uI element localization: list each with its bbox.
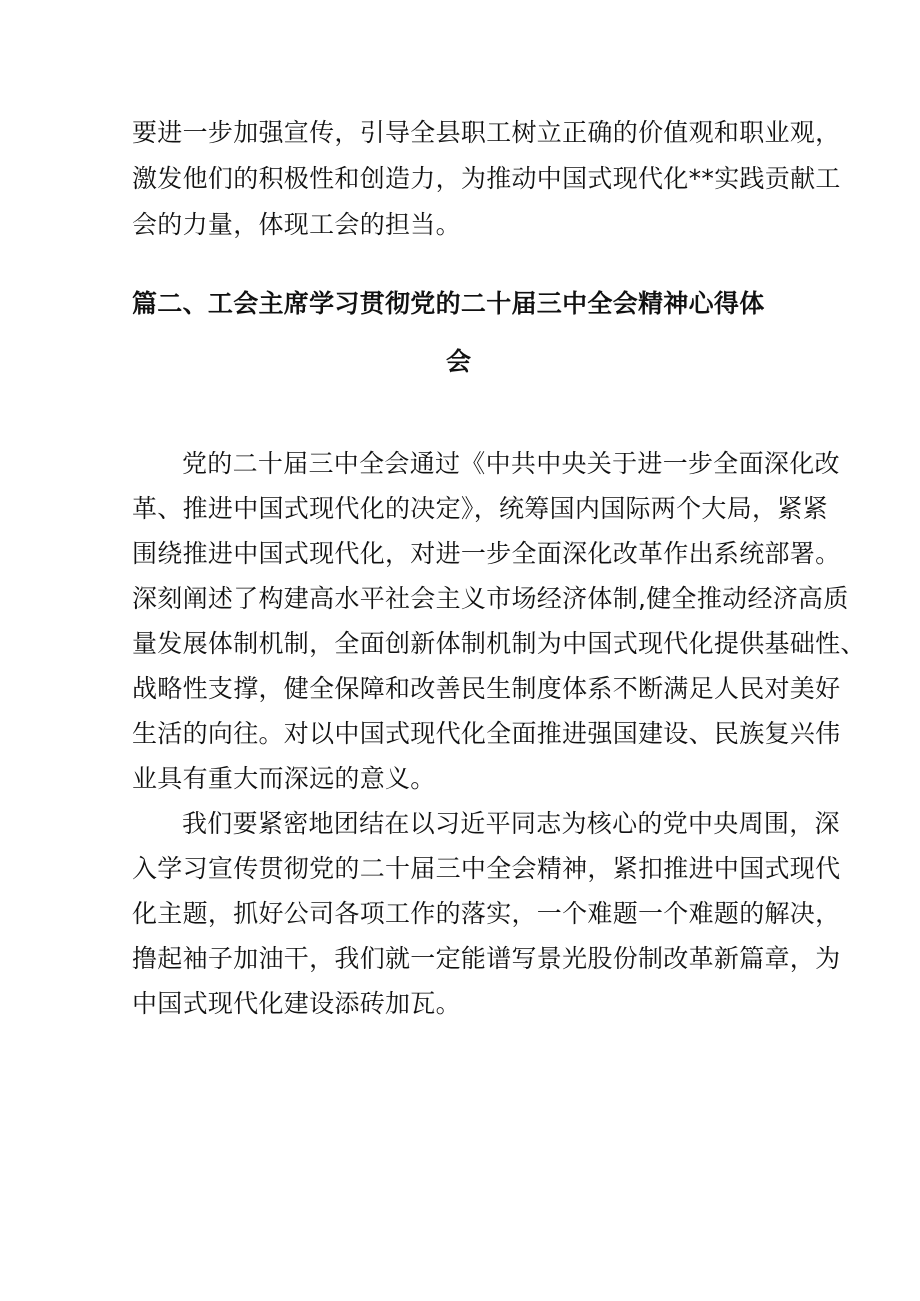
section-heading: 篇二、工会主席学习贯彻党的二十届三中全会精神心得体 xyxy=(132,289,765,318)
paragraph1-line: 生活的向往。对以中国式现代化全面推进强国建设、民族复兴伟 xyxy=(132,719,841,748)
section-heading-continuation: 会 xyxy=(446,347,472,376)
paragraph1-line: 业具有重大而深远的意义。 xyxy=(132,764,436,793)
paragraph1-line: 革、推进中国式现代化的决定》，统筹国内国际两个大局，紧紧 xyxy=(132,494,828,523)
paragraph2-line: 撸起袖子加油干，我们就一定能谱写景光股份制改革新篇章，为 xyxy=(132,944,841,973)
paragraph2-line: 中国式现代化建设添砖加瓦。 xyxy=(132,989,461,1018)
paragraph1-line: 战略性支撑，健全保障和改善民生制度体系不断满足人民对美好 xyxy=(132,674,841,703)
intro-line: 会的力量，体现工会的担当。 xyxy=(132,210,461,239)
intro-line: 激发他们的积极性和创造力，为推动中国式现代化**实践贡献工 xyxy=(132,164,841,193)
intro-line: 要进一步加强宣传，引导全县职工树立正确的价值观和职业观， xyxy=(132,118,841,147)
paragraph2-line: 我们要紧密地团结在以习近平同志为核心的党中央周围，深 xyxy=(182,809,840,838)
paragraph1-line: 量发展体制机制，全面创新体制机制为中国式现代化提供基础性、 xyxy=(132,629,866,658)
paragraph1-line: 党的二十届三中全会通过《中共中央关于进一步全面深化改 xyxy=(182,449,840,478)
paragraph1-line: 围绕推进中国式现代化，对进一步全面深化改革作出系统部署。 xyxy=(132,539,841,568)
paragraph2-line: 化主题，抓好公司各项工作的落实，一个难题一个难题的解决， xyxy=(132,899,841,928)
paragraph2-line: 入学习宣传贯彻党的二十届三中全会精神，紧扣推进中国式现代 xyxy=(132,854,841,883)
paragraph1-line: 深刻阐述了构建高水平社会主义市场经济体制,健全推动经济高质 xyxy=(132,584,849,613)
